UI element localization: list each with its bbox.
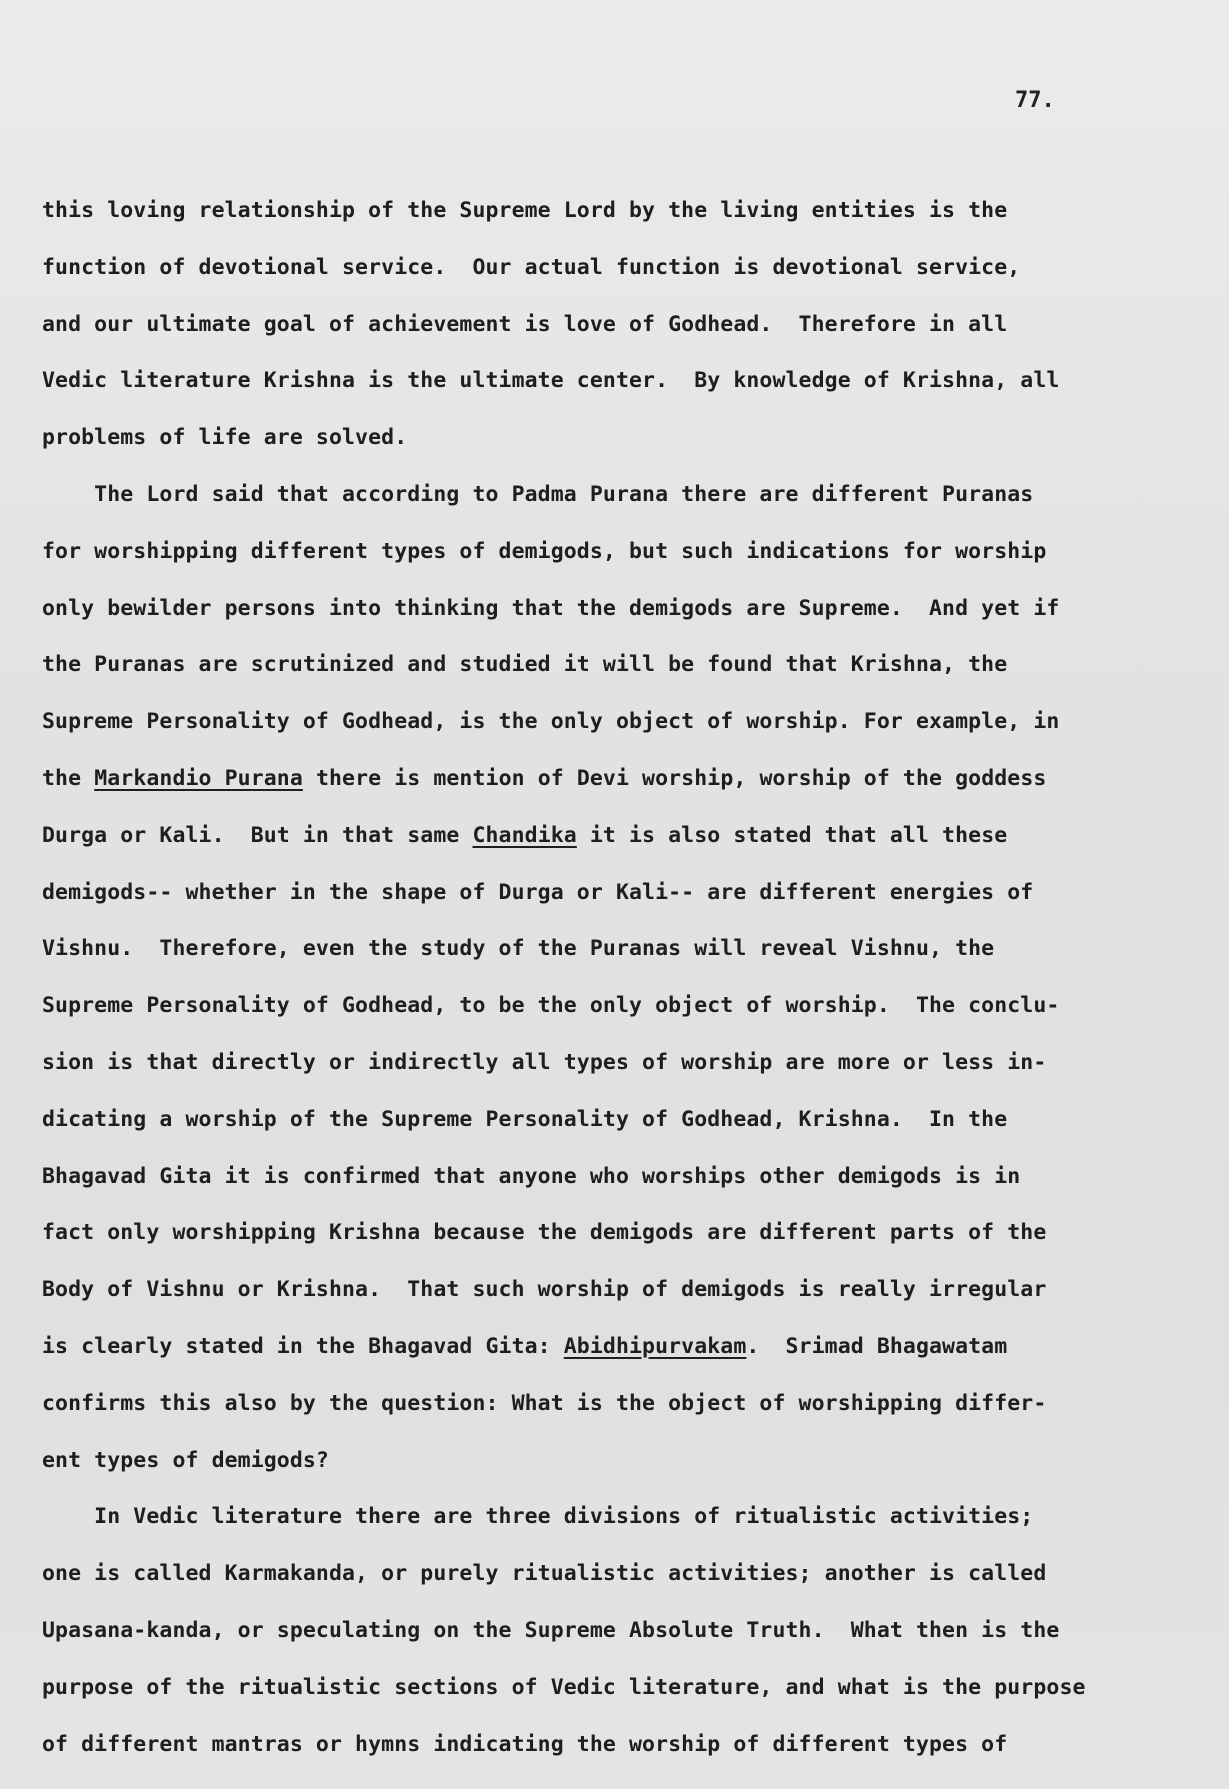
text-line <box>42 705 1192 762</box>
text-segment: Upasana-kanda, or speculating on the Supreme Absolute Truth. What then is the <box>42 1617 1060 1643</box>
text-segment: only bewilder persons into thinking that the demigods are Supreme. And yet if <box>42 595 1060 621</box>
text-segment: the <box>42 765 95 791</box>
text-line <box>42 478 1192 535</box>
text-segment: Body of Vishnu or Krishna. That such worship of demigods is really irregular <box>42 1277 1047 1303</box>
underlined-title: Chandika <box>472 822 577 848</box>
text-segment: In Vedic literature there are three divisions of ritualistic activities; <box>42 1504 1034 1530</box>
text-segment: dicating a worship of the Supreme Personality of Godhead, Krishna. In the <box>42 1106 1008 1132</box>
text-line <box>42 251 1192 308</box>
text-line <box>42 308 1192 365</box>
text-segment: the Puranas are scrutinized and studied it will be found that Krishna, the <box>42 652 1008 678</box>
text-segment: Supreme Personality of Godhead, to be the only object of worship. The conclu- <box>42 993 1060 1019</box>
text-segment: one is called Karmakanda, or purely ritualistic activities; another is called <box>42 1561 1047 1587</box>
text-line <box>42 1728 1192 1785</box>
text-segment: fact only worshipping Krishna because the demigods are different parts of the <box>42 1220 1047 1246</box>
text-line <box>42 1160 1192 1217</box>
text-segment: purpose of the ritualistic sections of Vedic literature, and what is the purpose <box>42 1674 1086 1700</box>
text-segment: this loving relationship of the Supreme Lord by the living entities is the <box>42 198 1008 223</box>
text-line <box>42 1444 1192 1501</box>
text-segment: Durga or Kali. But in that same <box>42 822 473 848</box>
text-line <box>42 1614 1192 1671</box>
text-line <box>42 421 1192 478</box>
text-line <box>42 1273 1192 1330</box>
text-line <box>42 819 1192 876</box>
text-segment: is clearly stated in the Bhagavad Gita: <box>42 1333 564 1359</box>
underlined-title: Abidhipurvakam <box>563 1333 747 1359</box>
text-line <box>42 1671 1192 1728</box>
text-line <box>42 876 1192 933</box>
text-line <box>42 1103 1192 1160</box>
text-segment: Supreme Personality of Godhead, is the only object of worship. For example, in <box>42 709 1060 735</box>
text-segment: and our ultimate goal of achievement is love of Godhead. Therefore in all <box>42 311 1008 337</box>
text-segment: Vishnu. Therefore, even the study of the Puranas will reveal Vishnu, the <box>42 936 995 962</box>
text-line <box>42 364 1192 421</box>
underlined-title: Markandio Purana <box>94 765 303 791</box>
text-line <box>42 592 1192 649</box>
text-segment: there is mention of Devi worship, worship of the goddess <box>302 765 1047 791</box>
body-text <box>42 194 1192 1784</box>
text-segment: Bhagavad Gita it is confirmed that anyone who worships other demigods is in <box>42 1163 1021 1189</box>
text-segment: Vedic literature Krishna is the ultimate center. By knowledge of Krishna, all <box>42 368 1060 394</box>
text-segment: it is also stated that all these <box>576 822 1008 848</box>
text-line <box>42 648 1192 705</box>
text-line <box>42 762 1192 819</box>
text-segment: sion is that directly or indirectly all types of worship are more or less in- <box>42 1049 1047 1075</box>
text-line <box>42 1557 1192 1614</box>
text-segment: function of devotional service. Our actual function is devotional service, <box>42 254 1021 280</box>
text-segment: problems of life are solved. <box>42 425 408 451</box>
text-line <box>42 932 1192 989</box>
text-segment: demigods-- whether in the shape of Durga or Kali-- are different energies of <box>42 879 1034 905</box>
page-number: 77. <box>1015 88 1055 113</box>
text-segment: confirms this also by the question: What is the object of worshipping differ- <box>42 1390 1047 1416</box>
text-line <box>42 1330 1192 1387</box>
text-line <box>42 1046 1192 1103</box>
text-line <box>42 535 1192 592</box>
text-line <box>42 1216 1192 1273</box>
text-line <box>42 989 1192 1046</box>
text-line <box>42 1500 1192 1557</box>
text-line <box>42 1387 1192 1444</box>
text-segment: ent types of demigods? <box>42 1447 329 1473</box>
text-segment: The Lord said that according to Padma Purana there are different Puranas <box>42 481 1034 507</box>
text-segment: . Srimad Bhagawatam <box>746 1333 1008 1359</box>
text-segment: for worshipping different types of demigods, but such indications for worship <box>42 538 1047 564</box>
text-segment: of different mantras or hymns indicating the worship of different types of <box>42 1731 1008 1757</box>
text-line <box>42 194 1192 251</box>
